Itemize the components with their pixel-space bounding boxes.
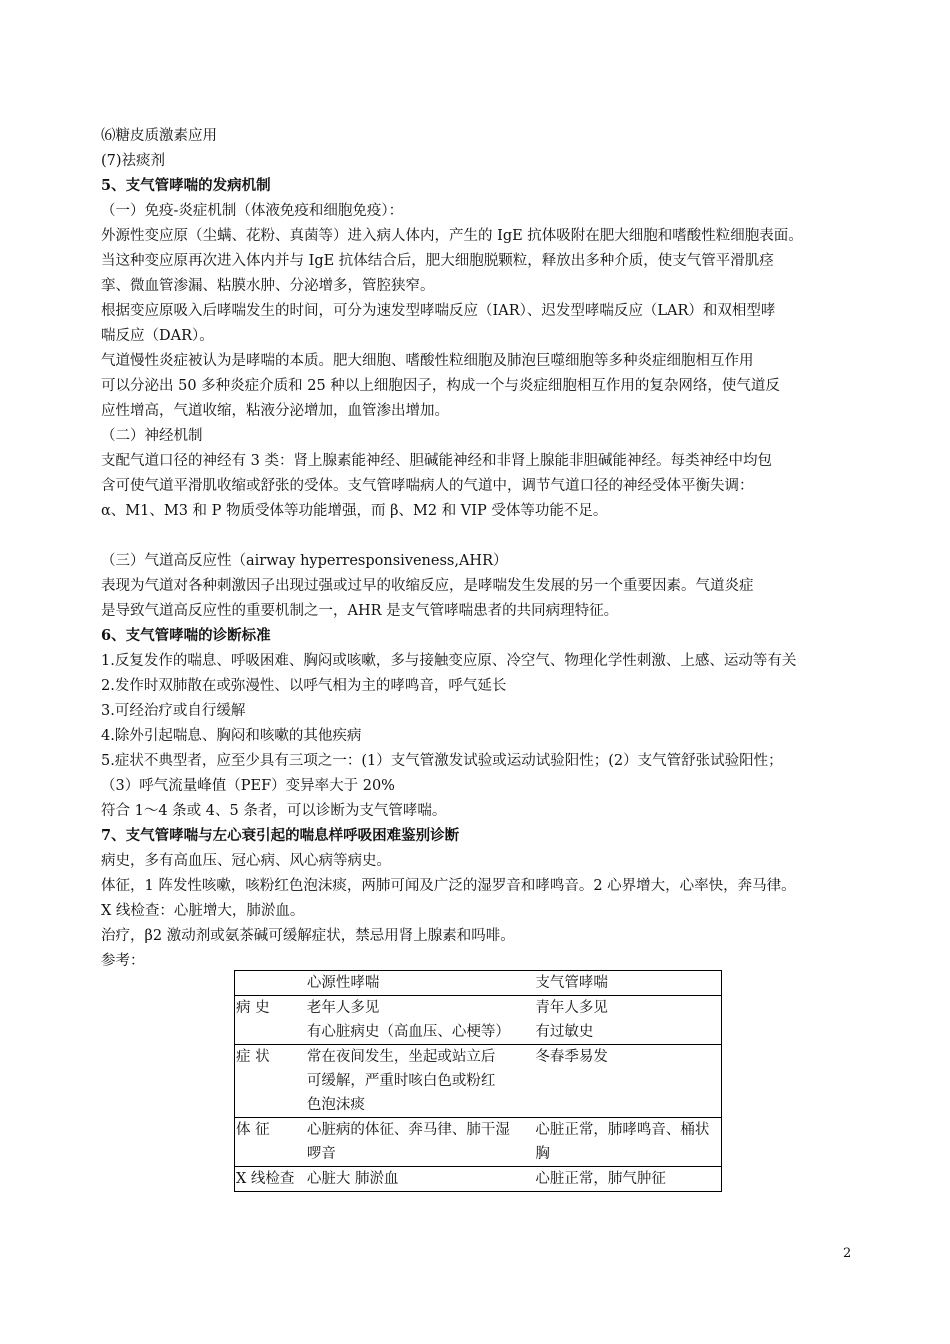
table-cell: 老年人多见 有心脏病史（高血压、心梗等）: [306, 1000, 510, 1040]
table-header-row: [235, 971, 722, 996]
text-line: 参考：: [101, 953, 145, 969]
table-cell: 心脏正常，肺哮鸣音、桶状 胸: [535, 1122, 710, 1162]
table-row: [235, 1167, 722, 1192]
table-header-cell: 心源性哮喘: [306, 975, 380, 991]
table-row: [235, 1118, 722, 1167]
text-line: 当这种变应原再次进入体内并与 IgE 抗体结合后，肥大细胞脱颗粒，释放出多种介质，使支气管平滑肌痉: [101, 253, 774, 269]
table-cell: 冬春季易发: [535, 1049, 608, 1065]
table-row: [235, 996, 722, 1045]
section-heading: 5、支气管哮喘的发病机制: [101, 177, 271, 194]
table-cell: 心脏病的体征、奔马律、肺干湿 啰音: [306, 1122, 510, 1162]
table-row: [235, 1045, 722, 1118]
table-cell: 病 史: [236, 1000, 270, 1016]
text-line: （二）神经机制: [101, 428, 203, 444]
table-cell: X 线检查: [236, 1171, 295, 1187]
table-cell: 症 状: [236, 1049, 270, 1065]
table-cell: 体 征: [236, 1122, 270, 1138]
text-line: 气道慢性炎症被认为是哮喘的本质。肥大细胞、嗜酸性粒细胞及肺泡巨噬细胞等多种炎症细胞相互作用: [101, 353, 754, 369]
text-line: (7)祛痰剂: [101, 153, 166, 169]
text-line: 挛、微血管渗漏、粘膜水肿、分泌增多，管腔狭窄。: [101, 278, 435, 294]
text-line: 表现为气道对各种刺激因子出现过强或过早的收缩反应，是哮喘发生发展的另一个重要因素。气道炎症: [101, 578, 754, 594]
text-line: ⑹糖皮质激素应用: [101, 128, 217, 144]
table-cell: 心脏正常，肺气肿征: [535, 1171, 666, 1187]
text-line: 符合 1～4 条或 4、5 条者，可以诊断为支气管哮喘。: [101, 803, 447, 819]
text-line: 5.症状不典型者，应至少具有三项之一：(1）支气管激发试验或运动试验阳性；(2）支气管舒张试验阳性；: [101, 753, 783, 769]
text-line: 2.发作时双肺散在或弥漫性、以呼气相为主的哮鸣音，呼气延长: [101, 678, 507, 694]
table-cell: 心脏大 肺淤血: [306, 1171, 399, 1187]
table-header-cell: 支气管哮喘: [535, 975, 608, 991]
text-line: 是导致气道高反应性的重要机制之一，AHR 是支气管哮喘患者的共同病理特征。: [101, 603, 619, 619]
text-line: 支配气道口径的神经有 3 类：肾上腺素能神经、胆碱能神经和非肾上腺能非胆碱能神经。每类神经中均包: [101, 453, 772, 469]
text-line: （三）气道高反应性（airway hyperresponsiveness,AHR）: [101, 553, 508, 569]
text-line: X 线检查：心脏增大，肺淤血。: [101, 903, 305, 919]
text-line: 治疗，β2 激动剂或氨茶碱可缓解症状，禁忌用肾上腺素和吗啡。: [101, 928, 515, 944]
text-line: 外源性变应原（尘螨、花粉、真菌等）进入病人体内，产生的 IgE 抗体吸附在肥大细胞和嗜酸性粒细胞表面。: [101, 228, 803, 244]
section-heading: 7、支气管哮喘与左心衰引起的喘息样呼吸困难鉴别诊断: [101, 827, 460, 844]
table-cell: 青年人多见 有过敏史: [535, 1000, 608, 1040]
section-heading: 6、支气管哮喘的诊断标准: [101, 627, 271, 644]
text-line: 体征，1 阵发性咳嗽，咳粉红色泡沫痰，两肺可闻及广泛的湿罗音和哮鸣音。2 心界增大，心率快，奔马律。: [101, 878, 796, 894]
text-line: （3）呼气流量峰值（PEF）变异率大于 20%: [101, 778, 395, 794]
page-number: 2: [843, 1246, 852, 1261]
text-line: 3.可经治疗或自行缓解: [101, 703, 246, 719]
text-line: （一）免疫-炎症机制（体液免疫和细胞免疫）：: [101, 203, 404, 219]
text-line: 根据变应原吸入后哮喘发生的时间，可分为速发型哮喘反应（IAR）、迟发型哮喘反应（LAR）和双相型哮: [101, 303, 776, 319]
text-line: 喘反应（DAR）。: [101, 328, 214, 344]
text-line: 4.除外引起喘息、胸闷和咳嗽的其他疾病: [101, 728, 362, 744]
table-cell: 常在夜间发生，坐起或站立后 可缓解，严重时咳白色或粉红 色泡沫痰: [306, 1049, 496, 1113]
text-line: 1.反复发作的喘息、呼吸困难、胸闷或咳嗽，多与接触变应原、冷空气、物理化学性刺激、上感、运动等有关: [101, 653, 797, 669]
text-line: 病史，多有高血压、冠心病、风心病等病史。: [101, 853, 391, 869]
text-line: α、M1、M3 和 P 物质受体等功能增强，而 β、M2 和 VIP 受体等功能不足。: [101, 503, 608, 519]
comparison-table: [234, 970, 722, 1192]
text-line: 含可使气道平滑肌收缩或舒张的受体。支气管哮喘病人的气道中，调节气道口径的神经受体平衡失调：: [101, 478, 754, 494]
table-header-cell: [235, 971, 306, 996]
text-line: 可以分泌出 50 多种炎症介质和 25 种以上细胞因子，构成一个与炎症细胞相互作用的复杂网络，使气道反: [101, 378, 780, 394]
text-line: 应性增高，气道收缩，粘液分泌增加，血管渗出增加。: [101, 403, 449, 419]
